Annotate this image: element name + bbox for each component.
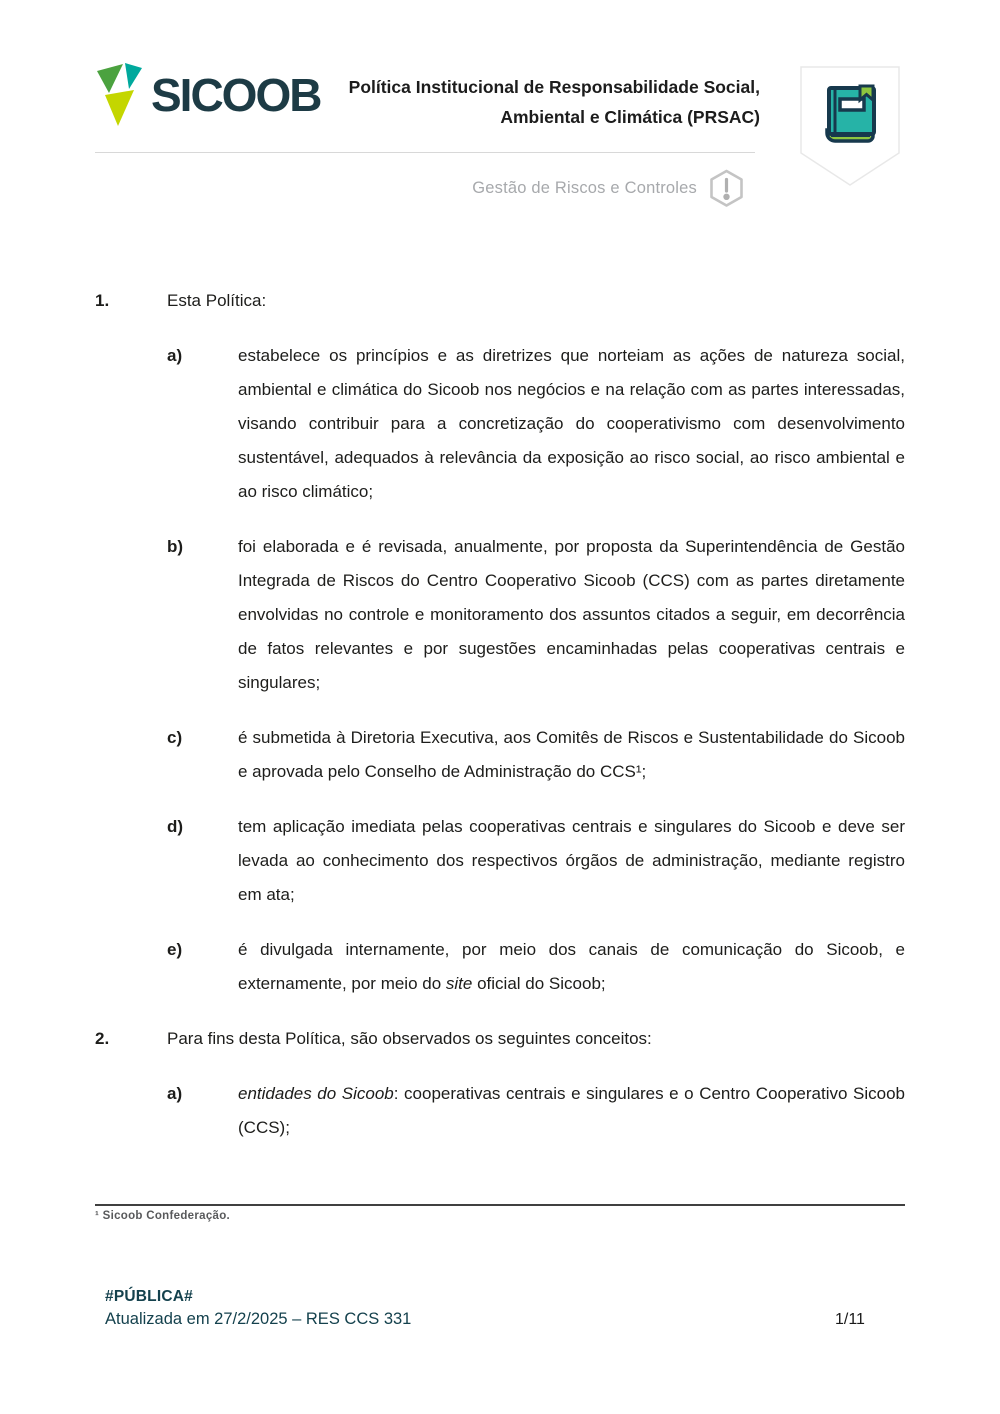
item-number: 2.: [95, 1029, 110, 1048]
document-body: [95, 284, 905, 1166]
sicoob-logo: [95, 62, 320, 128]
item-heading-text: Esta Política:: [167, 291, 267, 310]
subitem: [167, 1077, 905, 1145]
header-divider: [95, 152, 755, 153]
subitem: [167, 810, 905, 912]
classification-label: #PÚBLICA#: [105, 1288, 193, 1305]
subitem-label: a): [167, 1084, 183, 1103]
subitem-label: c): [167, 728, 183, 747]
page-title: [290, 72, 760, 132]
sicoob-logo-icon: [95, 62, 143, 128]
page-title-line2: Ambiental e Climática (PRSAC): [500, 107, 760, 127]
subitem-label: b): [167, 537, 184, 556]
footnote: [95, 1204, 905, 1222]
subitem-paragraph: é divulgada internamente, por meio dos canais de comunicação do Sicoob, e externamente, por meio do site oficial do Sicoob;: [238, 940, 905, 993]
subitem-label: a): [167, 346, 183, 365]
department-row: [472, 168, 745, 208]
department-label: Gestão de Riscos e Controles: [472, 178, 697, 197]
item-heading: [95, 1022, 905, 1056]
sicoob-wordmark: SICOOB: [151, 69, 321, 121]
page-number: 1/11: [835, 1311, 865, 1328]
footnote-text: ¹ Sicoob Confederação.: [95, 1210, 231, 1222]
page-title-line1: Política Institucional de Responsabilidade Social,: [348, 77, 760, 97]
book-badge: [800, 66, 900, 188]
item-heading-text: Para fins desta Política, são observados os seguintes conceitos:: [167, 1029, 652, 1048]
subitem-label: d): [167, 817, 184, 836]
subitem: [167, 721, 905, 789]
subitem-paragraph: entidades do Sicoob: cooperativas centrais e singulares e o Centro Cooperativo Sicoob (CCS);: [238, 1084, 905, 1137]
subitem: [167, 339, 905, 509]
book-icon: [827, 86, 874, 141]
item-heading: [95, 284, 905, 318]
updated-date-label: Atualizada em 27/2/2025 – RES CCS 331: [105, 1310, 412, 1328]
subitem-paragraph: tem aplicação imediata pelas cooperativas centrais e singulares do Sicoob e deve ser levada ao conhecimento dos respectivos órgãos de administração, mediante registro em ata;: [238, 817, 905, 904]
subitem-paragraph: é submetida à Diretoria Executiva, aos Comitês de Riscos e Sustentabilidade do Sicoob e aprovada pelo Conselho de Administração do CCS¹;: [238, 728, 905, 781]
subitem-label: e): [167, 940, 183, 959]
subitem: [167, 530, 905, 700]
item-number: 1.: [95, 291, 110, 310]
subitem: [167, 933, 905, 1001]
subitem-paragraph: estabelece os princípios e as diretrizes que norteiam as ações de natureza social, ambiental e climática do Sicoob nos negócios e na relação com as partes interessadas, visando contribuir para a concretização do cooperativismo com desenvolvimento sustentável, adequados à relevância da exposição ao risco social, ao risco ambiental e ao risco climático;: [238, 346, 905, 501]
subitem-paragraph: foi elaborada e é revisada, anualmente, por proposta da Superintendência de Gestão Integrada de Riscos do Centro Cooperativo Sicoob (CCS) com as partes diretamente envolvidas no controle e monitoramento dos assuntos citados a seguir, em decorrência de fatos relevantes e por sugestões encaminhadas pelas cooperativas centrais e singulares;: [238, 537, 905, 692]
alert-hexagon-icon: [708, 169, 745, 208]
